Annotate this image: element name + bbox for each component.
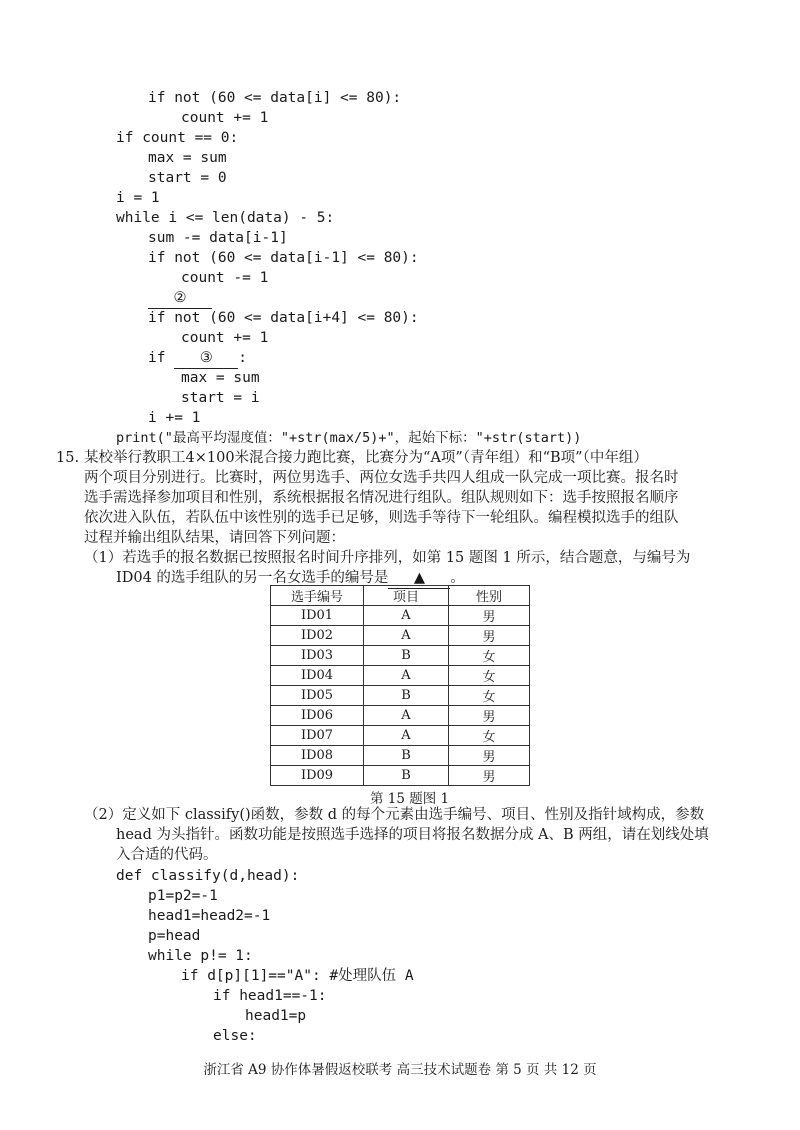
cell-id: ID04 xyxy=(271,666,364,686)
cell-gender: 男 xyxy=(449,706,530,726)
code-line: count += 1 xyxy=(181,110,269,126)
table-row xyxy=(271,686,530,706)
question-text-line: 过程并输出组队结果，请回答下列问题： xyxy=(84,530,345,546)
question-number: 15. xyxy=(56,450,80,466)
cell-id: ID01 xyxy=(271,606,364,626)
code-line-print: print("最高平均湿度值："+str(max/5)+"，起始下标："+str(start)) xyxy=(116,430,582,446)
cell-id: ID06 xyxy=(271,706,364,726)
registration-table xyxy=(270,585,530,786)
table-row xyxy=(271,746,530,766)
table-row xyxy=(271,626,530,646)
code-line: else: xyxy=(213,1028,257,1044)
answer-blank-1: ▲ xyxy=(388,568,450,589)
table-row xyxy=(271,666,530,686)
cell-gender: 女 xyxy=(449,666,530,686)
cell-gender: 女 xyxy=(449,646,530,666)
column-header-gender: 性别 xyxy=(449,586,530,606)
cell-gender: 男 xyxy=(449,606,530,626)
colon: : xyxy=(238,350,247,366)
cell-gender: 女 xyxy=(449,686,530,706)
cell-event: B xyxy=(364,766,449,786)
page-footer: 浙江省 A9 协作体暑假返校联考 高三技术试题卷 第 5 页 共 12 页 xyxy=(203,1062,597,1078)
code-line: start = i xyxy=(181,390,260,406)
sub-question-1-prefix: ID04 的选手组队的另一名女选手的编号是 xyxy=(116,570,389,586)
cell-event: A xyxy=(364,726,449,746)
blank-3-label: ③ xyxy=(174,348,238,369)
question-text-line: 选手需选择参加项目和性别，系统根据报名情况进行组队。组队规则如下：选手按照报名顺序 xyxy=(84,490,679,506)
table-header-row xyxy=(271,586,530,606)
if-keyword: if xyxy=(148,350,166,366)
sub-question-2-line: head 为头指针。函数功能是按照选手选择的项目将报名数据分成 A、B 两组，请在划线处填 xyxy=(116,827,709,843)
cell-gender: 男 xyxy=(449,746,530,766)
cell-id: ID03 xyxy=(271,646,364,666)
cell-event: A xyxy=(364,666,449,686)
code-line-blank-3 xyxy=(148,348,247,369)
cell-gender: 男 xyxy=(449,766,530,786)
question-text-line: 两个项目分别进行。比赛时，两位男选手、两位女选手共四人组成一队完成一项比赛。报名时 xyxy=(84,470,679,486)
column-header-id: 选手编号 xyxy=(271,586,364,606)
cell-id: ID02 xyxy=(271,626,364,646)
code-line: sum -= data[i-1] xyxy=(148,230,288,246)
table-row xyxy=(271,706,530,726)
code-line: if not (60 <= data[i+4] <= 80): xyxy=(148,310,419,326)
code-line: if d[p][1]=="A": #处理队伍 A xyxy=(181,968,414,984)
code-line: if head1==-1: xyxy=(213,988,327,1004)
code-line: def classify(d,head): xyxy=(116,868,300,884)
blank-2 xyxy=(148,288,212,309)
sub-question-2-line: 入合适的代码。 xyxy=(116,847,218,863)
cell-event: B xyxy=(364,746,449,766)
code-line: p=head xyxy=(148,928,201,944)
table-caption: 第 15 题图 1 xyxy=(370,791,450,807)
cell-id: ID07 xyxy=(271,726,364,746)
code-line: count -= 1 xyxy=(181,270,269,286)
code-line: head1=p xyxy=(245,1008,307,1024)
code-line: start = 0 xyxy=(148,170,227,186)
code-line: head1=head2=-1 xyxy=(148,908,271,924)
table-row xyxy=(271,606,530,626)
cell-id: ID08 xyxy=(271,746,364,766)
cell-gender: 女 xyxy=(449,726,530,746)
cell-event: A xyxy=(364,706,449,726)
code-line: max = sum xyxy=(181,370,260,386)
question-text-line: 某校举行教职工4×100米混合接力跑比赛，比赛分为“A项”（青年组）和“B项”（中年组） xyxy=(84,450,648,466)
code-line: max = sum xyxy=(148,150,227,166)
column-header-event: 项目 xyxy=(364,586,449,606)
sub-question-1: （1）若选手的报名数据已按照报名时间升序排列，如第 15 题图 1 所示，结合题意，与编号为 xyxy=(84,550,691,566)
cell-event: B xyxy=(364,646,449,666)
code-line: i += 1 xyxy=(148,410,201,426)
code-line: while i <= len(data) - 5: xyxy=(116,210,335,226)
sub-question-1-suffix: 。 xyxy=(450,570,465,586)
code-line: while p!= 1: xyxy=(148,948,253,964)
blank-2-label: ② xyxy=(148,288,212,309)
cell-event: B xyxy=(364,686,449,706)
table-row xyxy=(271,646,530,666)
code-line: count += 1 xyxy=(181,330,269,346)
cell-gender: 男 xyxy=(449,626,530,646)
cell-event: A xyxy=(364,626,449,646)
table-row xyxy=(271,766,530,786)
code-line: p1=p2=-1 xyxy=(148,888,218,904)
code-line: i = 1 xyxy=(116,190,160,206)
code-line: if not (60 <= data[i] <= 80): xyxy=(148,90,402,106)
cell-event: A xyxy=(364,606,449,626)
code-line: if not (60 <= data[i-1] <= 80): xyxy=(148,250,419,266)
cell-id: ID05 xyxy=(271,686,364,706)
table-row xyxy=(271,726,530,746)
code-line: if count == 0: xyxy=(116,130,239,146)
sub-question-2-line: （2）定义如下 classify()函数，参数 d 的每个元素由选手编号、项目、性别及指针域构成，参数 xyxy=(84,807,705,823)
cell-id: ID09 xyxy=(271,766,364,786)
question-text-line: 依次进入队伍，若队伍中该性别的选手已足够，则选手等待下一轮组队。编程模拟选手的组队 xyxy=(84,510,679,526)
